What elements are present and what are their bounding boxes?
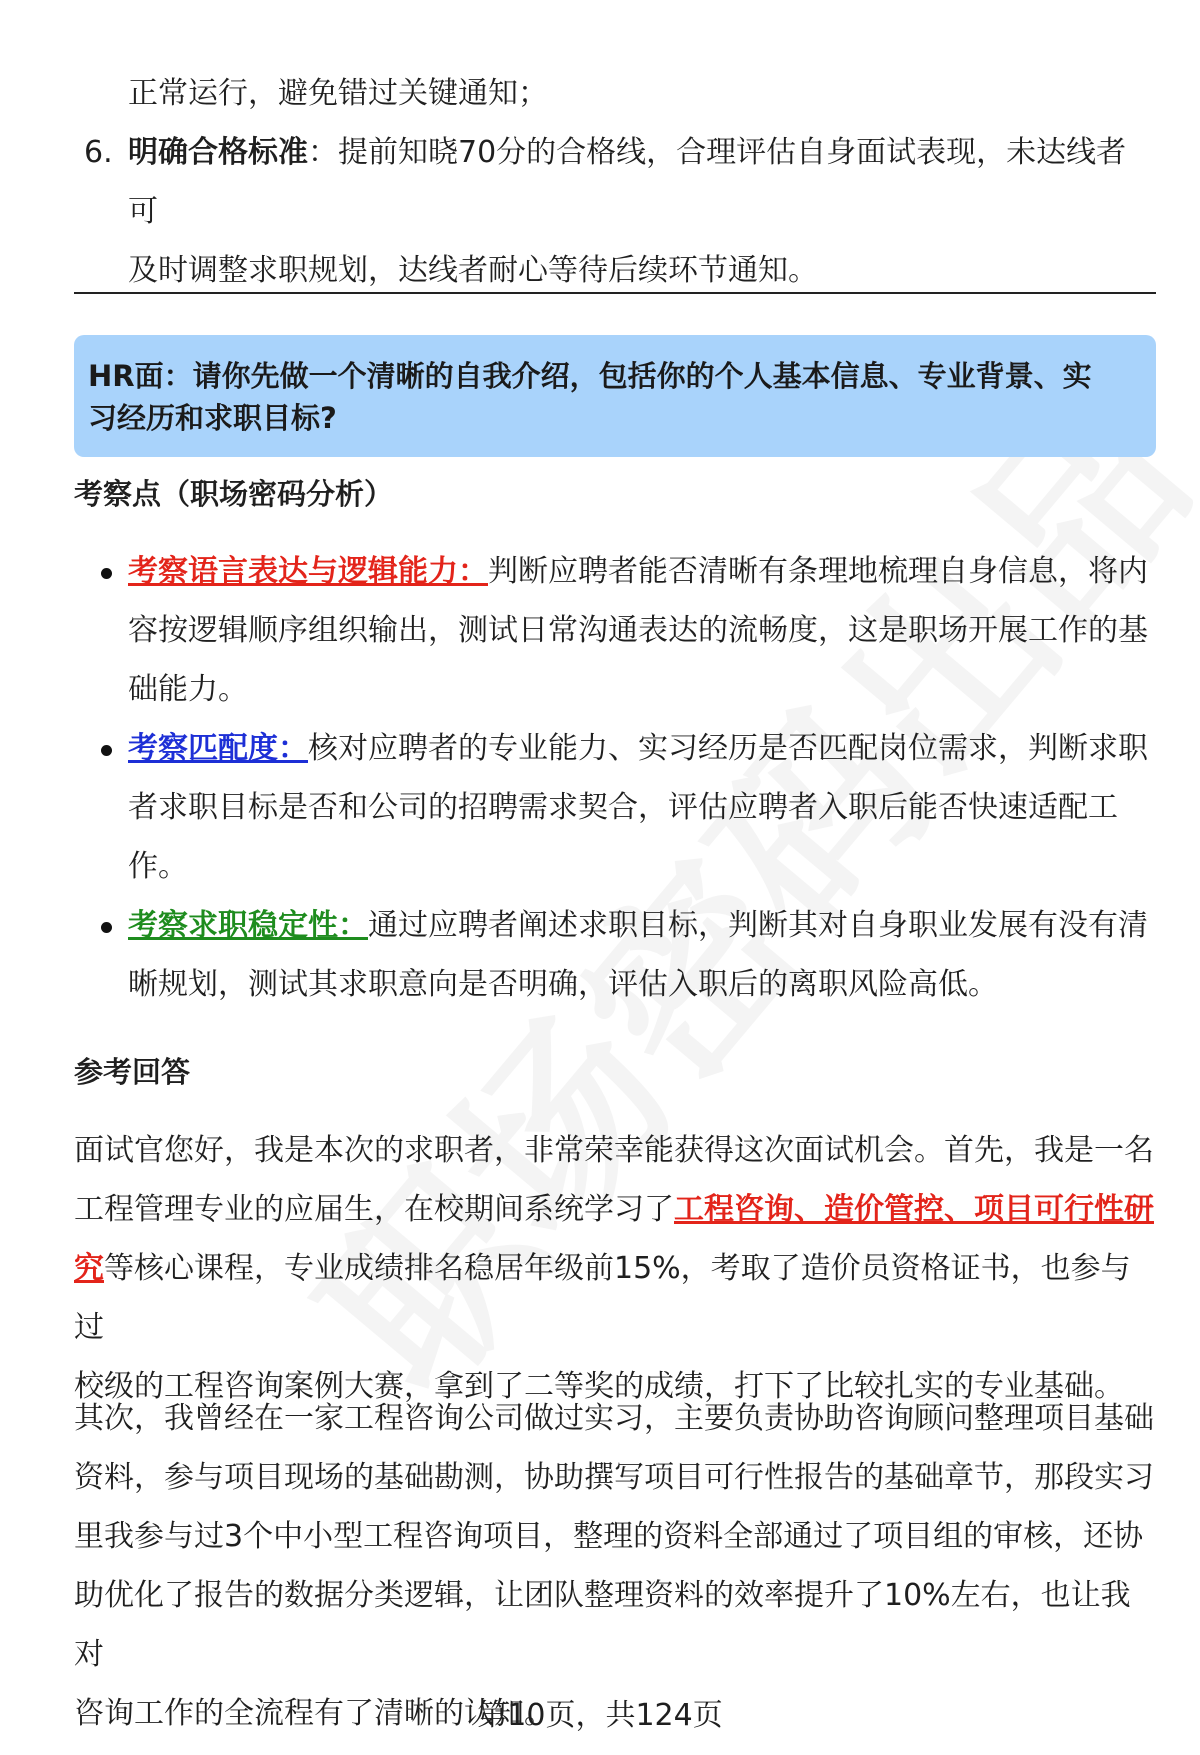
analysis-text: 者求职目标是否和公司的招聘需求契合，评估应聘者入职后能否快速适配工 <box>128 790 1118 825</box>
analysis-label: 考察匹配度： <box>128 731 308 766</box>
answer-highlight: 究 <box>74 1251 104 1286</box>
analysis-item-language <box>128 542 1148 719</box>
list-number: 6. <box>84 135 113 170</box>
question-line: 习经历和求职目标? <box>88 401 337 435</box>
analysis-text: 核对应聘者的专业能力、实习经历是否匹配岗位需求，判断求职 <box>308 731 1148 766</box>
answer-heading: 参考回答 <box>74 1055 191 1089</box>
question-line: HR面：请你先做一个清晰的自我介绍，包括你的个人基本信息、专业背景、实 <box>88 359 1092 393</box>
analysis-text: 容按逻辑顺序组织输出，测试日常沟通表达的流畅度，这是职场开展工作的基 <box>128 613 1148 648</box>
page-footer: 第10页，共124页 <box>477 1698 723 1733</box>
answer-line: 咨询工作的全流程有了清晰的认知。 <box>74 1696 554 1731</box>
analysis-label: 考察语言表达与逻辑能力： <box>128 554 488 589</box>
analysis-item-match <box>128 719 1148 896</box>
list-item-6 <box>84 123 1148 300</box>
bullet-icon <box>101 745 112 756</box>
bullet-icon <box>101 922 112 933</box>
list-item-text: ：提前知晓70分的合格线，合理评估自身面试表现，未达线者可 <box>128 135 1127 229</box>
answer-line: 校级的工程咨询案例大赛，拿到了二等奖的成绩，打下了比较扎实的专业基础。 <box>74 1369 1124 1404</box>
section-divider <box>74 292 1156 294</box>
answer-line: 工程管理专业的应届生，在校期间系统学习了 <box>74 1192 674 1227</box>
answer-paragraph-1 <box>74 1121 1156 1416</box>
answer-highlight: 工程咨询、造价管控、项目可行性研 <box>674 1192 1154 1227</box>
question-box <box>74 335 1156 457</box>
list-item-text: 及时调整求职规划，达线者耐心等待后续环节通知。 <box>128 253 818 288</box>
analysis-heading: 考察点（职场密码分析） <box>74 477 394 511</box>
answer-line: 资料，参与项目现场的基础勘测，协助撰写项目可行性报告的基础章节，那段实习 <box>74 1460 1154 1495</box>
analysis-text: 通过应聘者阐述求职目标，判断其对自身职业发展有没有清 <box>368 908 1148 943</box>
analysis-text: 判断应聘者能否清晰有条理地梳理自身信息，将内 <box>488 554 1148 589</box>
answer-line: 面试官您好，我是本次的求职者，非常荣幸能获得这次面试机会。首先，我是一名 <box>74 1133 1154 1168</box>
answer-line: 助优化了报告的数据分类逻辑，让团队整理资料的效率提升了10%左右，也让我对 <box>74 1578 1131 1672</box>
list-item-text: 正常运行，避免错过关键通知； <box>128 76 548 111</box>
analysis-text: 晰规划，测试其求职意向是否明确，评估入职后的离职风险高低。 <box>128 967 998 1002</box>
analysis-label: 考察求职稳定性： <box>128 908 368 943</box>
answer-line: 里我参与过3个中小型工程咨询项目，整理的资料全部通过了项目组的审核，还协 <box>74 1519 1144 1554</box>
bullet-icon <box>101 568 112 579</box>
answer-line: 等核心课程，专业成绩排名稳居年级前15%，考取了造价员资格证书，也参与过 <box>74 1251 1131 1345</box>
analysis-text: 作。 <box>128 849 188 884</box>
analysis-item-stability <box>128 896 1148 1014</box>
analysis-text: 础能力。 <box>128 672 248 707</box>
list-item-5-continuation <box>128 64 1148 123</box>
list-item-bold-label: 明确合格标准 <box>128 135 308 170</box>
answer-line: 其次，我曾经在一家工程咨询公司做过实习，主要负责协助咨询顾问整理项目基础 <box>74 1401 1154 1436</box>
